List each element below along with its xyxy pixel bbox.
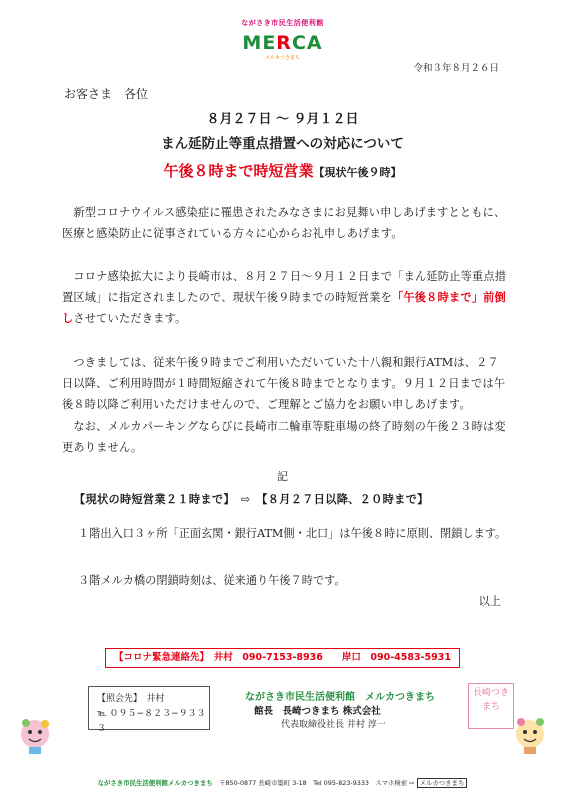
note-entrances: １階出入口３ヶ所「正面玄関・銀行ATM側・北口」は午後８時に原則、閉鎖します。 bbox=[78, 527, 507, 540]
paragraph-text: コロナ感染拡大により長崎市は、８月２７日～９月１２日まで「まん延防止等重点措置区域」に指定されましたので、現状午後９時までの時短営業を bbox=[62, 270, 507, 304]
paragraph-text: なお、メルカパーキングならびに長崎市二輪車等駐車場の終了時刻の午後２３時は変更ありません。 bbox=[62, 420, 506, 454]
contact-phone: ℡ ０９５−８２３−９３３３ bbox=[97, 709, 206, 734]
status-change: 【現状の時短営業２１時まで】 ⇨ 【８月２７日以降、２０時まで】 bbox=[74, 492, 429, 506]
footer-name: ながさき市民生活便利館メルカつきまち bbox=[97, 779, 213, 787]
mascot-right-icon bbox=[512, 716, 548, 756]
org-president: 代表取締役社長 井村 淳一 bbox=[281, 720, 386, 730]
highlight-text: 「午後８時まで」前倒し bbox=[62, 290, 506, 325]
announcement-text: 午後８時まで時短営業 bbox=[163, 162, 314, 180]
paragraph-sympathy bbox=[62, 202, 508, 244]
contact-label: 【照会先】 井村 bbox=[97, 694, 165, 704]
paragraph-text: 新型コロナウイルス感染症に罹患されたみなさまにお見舞い申しあげますとともに、医療と感染防止に従事されている方々に心からお礼申しあげます。 bbox=[62, 206, 506, 240]
org-company: 館長 長崎つきまち 株式会社 bbox=[254, 706, 381, 717]
logo-subtitle: ながさき市民生活便利館 bbox=[241, 19, 324, 27]
company-seal-icon: 長崎つきまち bbox=[468, 683, 514, 729]
emergency-contact-box: 【コロナ緊急連絡先】 井村 090-7153-8936 岸口 090-4583-5931 bbox=[105, 648, 460, 668]
footer-address: 〒850-0877 長崎市築町 3-18 Tel 095-823-9333 スマホ検索 ⇨ bbox=[219, 779, 415, 787]
logo-part-3: CA bbox=[291, 32, 323, 54]
footer-search-box: メルカつきまち bbox=[417, 778, 468, 788]
current-hours-text: 【現状午後９時】 bbox=[313, 166, 402, 179]
note-bridge: ３階メルカ橋の閉鎖時刻は、従来通り午後７時です。 bbox=[78, 574, 346, 587]
document-date: 令和３年８月２６日 bbox=[413, 63, 499, 74]
paragraph-text: つきましては、従来午後９時までご利用いただいていた十八親和銀行ATMは、２７日以降、ご利用時間が１時間短縮されて午後８時までとなります。９月１２日までは午後８時以降ご利用いただけませんので、ご理解とご協力をお願い申しあげます。 bbox=[62, 356, 506, 411]
logo-part-2: R bbox=[276, 32, 292, 54]
paragraph-parking bbox=[62, 416, 508, 458]
paragraph-atm bbox=[62, 352, 508, 415]
paragraph-text: させていただきます。 bbox=[73, 312, 187, 325]
end-mark: 以上 bbox=[478, 595, 501, 608]
logo-tagline: メルカつきまち bbox=[264, 55, 300, 61]
ki-heading: 記 bbox=[277, 470, 288, 483]
mascot-left-icon bbox=[18, 716, 52, 756]
greeting: お客さま 各位 bbox=[64, 87, 149, 101]
notice-title: まん延防止等重点措置への対応について bbox=[161, 136, 404, 152]
org-name: ながさき市民生活便利館 メルカつきまち bbox=[245, 692, 435, 703]
contact-box bbox=[88, 686, 210, 734]
footer bbox=[0, 778, 565, 787]
announcement-heading bbox=[0, 160, 565, 181]
period-heading: ８月２７日 ～ ９月１２日 bbox=[206, 112, 359, 127]
paragraph-measures bbox=[62, 266, 508, 329]
merca-logo bbox=[0, 32, 565, 54]
logo-part-1: ME bbox=[242, 32, 277, 54]
